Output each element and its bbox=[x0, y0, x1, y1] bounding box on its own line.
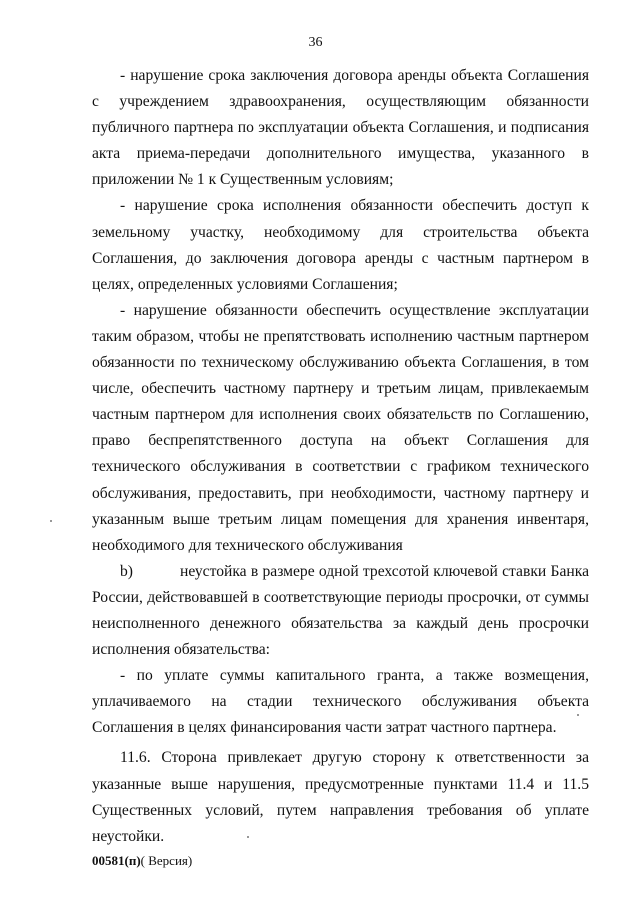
footer-version: ( Версия) bbox=[140, 853, 193, 868]
paragraph-penalty-b bbox=[92, 559, 589, 663]
scan-speck bbox=[577, 714, 579, 716]
list-marker-b: b) bbox=[120, 562, 133, 580]
document-body bbox=[92, 63, 589, 850]
footer-code: 00581(п) bbox=[92, 853, 141, 868]
clause-11-6: 11.6. Сторона привлекает другую сторону к ответственности за указанные выше нарушения, предусмотренные пунктами 11.4 и 11.5 Существенных условий, путем направления требования об уплате неустойки. bbox=[92, 749, 589, 845]
paragraph-capital-grant: - по уплате суммы капитального гранта, а также возмещения, уплачиваемого на стадии технического обслуживания объекта Соглашения в целях финансирования части затрат частного партнера. bbox=[92, 667, 589, 737]
scan-speck bbox=[247, 836, 249, 838]
paragraph-lease-deadline: - нарушение срока заключения договора аренды объекта Соглашения с учреждением здравоохранения, осуществляющим обязанности публичного партнера по эксплуатации объекта Соглашения, и подписания акта приема-передачи дополнительного имущества, указанного в приложении № 1 к Существенным условиям; bbox=[92, 67, 589, 189]
scan-speck bbox=[50, 520, 52, 522]
paragraph-penalty-b-text: неустойка в размере одной трехсотой ключевой ставки Банка России, действовавшей в соответствующие периоды просрочки, от суммы неисполненного денежного обязательства за каждый день просрочки исполнения обязательства: bbox=[92, 562, 589, 659]
footer-document-code bbox=[92, 853, 192, 869]
paragraph-operation-obligation: - нарушение обязанности обеспечить осуществление эксплуатации таким образом, чтобы не препятствовать исполнению частным партнером обязанности по техническому обслуживанию объекта Соглашения, в том числе, обеспечить частному партнеру и третьим лицам, привлекаемым частным партнером для исполнения своих обязательств по Соглашению, право беспрепятственного доступа на объект Соглашения для технического обслуживания в соответствии с графиком технического обслуживания, предоставить, при необходимости, частному партнеру и указанным выше третьим лицам помещения для хранения инвентаря, необходимого для технического обслуживания bbox=[92, 301, 589, 554]
paragraph-land-access: - нарушение срока исполнения обязанности обеспечить доступ к земельному участку, необходимому для строительства объекта Соглашения, до заключения договора аренды с частным партнером в целях, определенных условиями Соглашения; bbox=[92, 197, 589, 293]
page-number: 36 bbox=[308, 35, 323, 50]
